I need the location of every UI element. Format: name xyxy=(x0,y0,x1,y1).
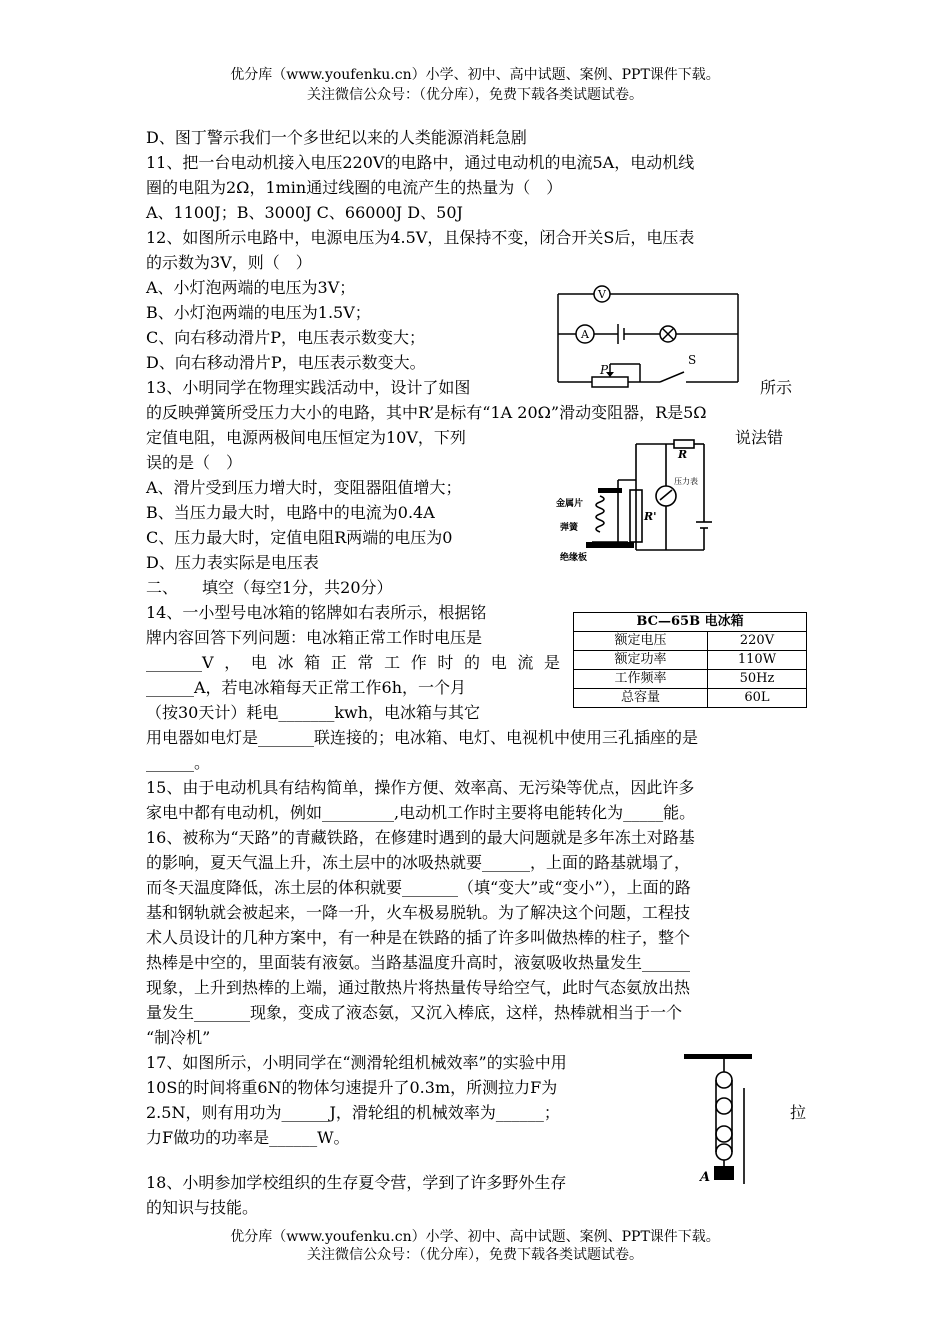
text-line: 的知识与技能。 xyxy=(146,1198,259,1217)
voltmeter-label: V xyxy=(598,288,606,301)
option-c: C、压力最大时，定值电阻R两端的电压为0 xyxy=(146,528,453,547)
section-heading: 二、 填空（每空1分，共20分） xyxy=(146,578,393,597)
switch-label: S xyxy=(688,353,697,367)
footer-line-2: 关注微信公众号：（优分库），免费下载各类试题试卷。 xyxy=(307,1247,643,1263)
text-fragment: 说法错 xyxy=(735,428,784,447)
header-line-1: 优分库（www.youfenku.cn）小学、初中、高中试题、案例、PPT课件下载。 xyxy=(230,67,720,83)
option-b: B、当压力最大时，电路中的电流为0.4A xyxy=(146,503,435,522)
text-line: 家电中都有电动机，例如_________,电动机工作时主要将电能转化为_____能。 xyxy=(146,803,696,822)
rheostat-label: R' xyxy=(644,510,657,523)
table-row xyxy=(574,689,807,708)
insulation-board-label: 绝缘板 xyxy=(560,553,588,562)
text-line: 用电器如电灯是_______联连接的；电冰箱、电灯、电视机中使用三孔插座的是 xyxy=(146,728,699,747)
spring-label: 弹簧 xyxy=(560,523,579,533)
metal-plate-label: 金属片 xyxy=(556,499,584,509)
pulley-system-diagram xyxy=(680,1048,756,1186)
text-line: D、图丁警示我们一个多世纪以来的人类能源消耗急剧 xyxy=(146,128,527,147)
option-b: B、小灯泡两端的电压为1.5V； xyxy=(146,303,371,322)
spec-value: 110W xyxy=(707,651,806,670)
text-line: 圈的电阻为2Ω，1min通过线圈的电流产生的热量为（ ） xyxy=(146,178,563,197)
option-a: A、滑片受到压力增大时，变阻器阻值增大； xyxy=(146,478,462,497)
text-line: 牌内容回答下列问题：电冰箱正常工作时电压是 xyxy=(146,628,483,647)
table-row xyxy=(574,670,807,689)
text-line: 的示数为3V，则（ ） xyxy=(146,253,312,272)
text-line: _______V，电冰箱正常工作时的电流是 xyxy=(146,653,560,672)
table-row xyxy=(574,632,807,651)
option-c: C、向右移动滑片P，电压表示数变大； xyxy=(146,328,426,347)
question-12: 12、如图所示电路中，电源电压为4.5V，且保持不变，闭合开关S后，电压表 xyxy=(146,228,695,247)
spec-table-title: BC—65B 电冰箱 xyxy=(574,613,807,632)
table-row xyxy=(574,651,807,670)
option-d: D、向右移动滑片P，电压表示数变大。 xyxy=(146,353,426,372)
question-11: 11、把一台电动机接入电压220V的电路中，通过电动机的电流5A，电动机线 xyxy=(146,153,695,172)
footer-line-1: 优分库（www.youfenku.cn）小学、初中、高中试题、案例、PPT课件下载。 xyxy=(230,1229,720,1245)
text-line: 的影响，夏天气温上升，冻土层中的冰吸热就要______，上面的路基就塌了， xyxy=(146,853,691,872)
question-13: 13、小明同学在物理实践活动中，设计了如图 xyxy=(146,378,471,397)
text-line: ______A，若电冰箱每天正常工作6h，一个月 xyxy=(146,678,467,697)
question-14: 14、一小型号电冰箱的铭牌如右表所示，根据铭 xyxy=(146,603,487,622)
text-line: 10S的时间将重6N的物体匀速提升了0.3m，所测拉力F为 xyxy=(146,1078,558,1097)
text-line: 的反映弹簧所受压力大小的电路，其中R’是标有“1A 20Ω”滑动变阻器，R是5Ω xyxy=(146,403,707,422)
text-line: 2.5N，则有用功为______J，滑轮组的机械效率为______； xyxy=(146,1103,560,1122)
text-line: “制冷机” xyxy=(146,1028,211,1047)
text-line: 力F做功的功率是______W。 xyxy=(146,1128,350,1147)
weight-a-label: A xyxy=(700,1170,711,1185)
text-line: （按30天计）耗电_______kwh，电冰箱与其它 xyxy=(146,703,481,722)
text-line: 基和钢轨就会被起来，一降一升，火车极易脱轨。为了解决这个问题，工程技 xyxy=(146,903,691,922)
fridge-spec-table xyxy=(573,612,807,708)
spec-key: 额定电压 xyxy=(574,632,708,651)
spec-key: 额定功率 xyxy=(574,651,708,670)
text-line: 误的是（ ） xyxy=(146,453,243,472)
header-line-2: 关注微信公众号：（优分库），免费下载各类试题试卷。 xyxy=(307,87,643,103)
option-a: A、小灯泡两端的电压为3V； xyxy=(146,278,356,297)
text-line: 定值电阻，电源两极间电压恒定为10V，下列 xyxy=(146,428,466,447)
resistor-r-label: R xyxy=(678,448,688,461)
text-line: 量发生_______现象，变成了液态氨，又沉入棒底，这样，热棒就相当于一个 xyxy=(146,1003,683,1022)
question-16: 16、被称为“天路”的青藏铁路，在修建时遇到的最大问题就是多年冻土对路基 xyxy=(146,828,695,847)
pressure-meter-label: 压力表 xyxy=(674,477,698,486)
text-line: 而冬天温度降低，冻土层的体积就要_______（填“变大”或“变小”），上面的路 xyxy=(146,878,691,897)
text-line: ______。 xyxy=(146,753,211,772)
spec-value: 220V xyxy=(707,632,806,651)
spec-key: 总容量 xyxy=(574,689,708,708)
question-18: 18、小明参加学校组织的生存夏令营，学到了许多野外生存 xyxy=(146,1173,567,1192)
circuit-diagram-q12 xyxy=(552,282,742,390)
text-line: 热棒是中空的，里面装有液氨。当路基温度升高时，液氨吸收热量发生______ xyxy=(146,953,691,972)
question-17: 17、如图所示，小明同学在“测滑轮组机械效率”的实验中用 xyxy=(146,1053,567,1072)
text-line: 术人员设计的几种方案中，有一种是在铁路的插了许多叫做热棒的柱子，整个 xyxy=(146,928,691,947)
text-fragment: 所示 xyxy=(760,378,793,397)
slider-label: P xyxy=(600,363,609,377)
ammeter-label: A xyxy=(581,328,589,341)
text-line: 现象，上升到热棒的上端，通过散热片将热量传导给空气，此时气态氨放出热 xyxy=(146,978,691,997)
option-d: D、压力表实际是电压表 xyxy=(146,553,319,572)
text-fragment: 拉 xyxy=(790,1103,807,1122)
spec-key: 工作频率 xyxy=(574,670,708,689)
pressure-circuit-diagram-q13 xyxy=(556,438,718,562)
spec-value: 60L xyxy=(707,689,806,708)
question-15: 15、由于电动机具有结构简单，操作方便、效率高、无污染等优点，因此许多 xyxy=(146,778,695,797)
spec-value: 50Hz xyxy=(707,670,806,689)
answer-options: A、1100J；B、3000J C、66000J D、50J xyxy=(146,203,463,222)
